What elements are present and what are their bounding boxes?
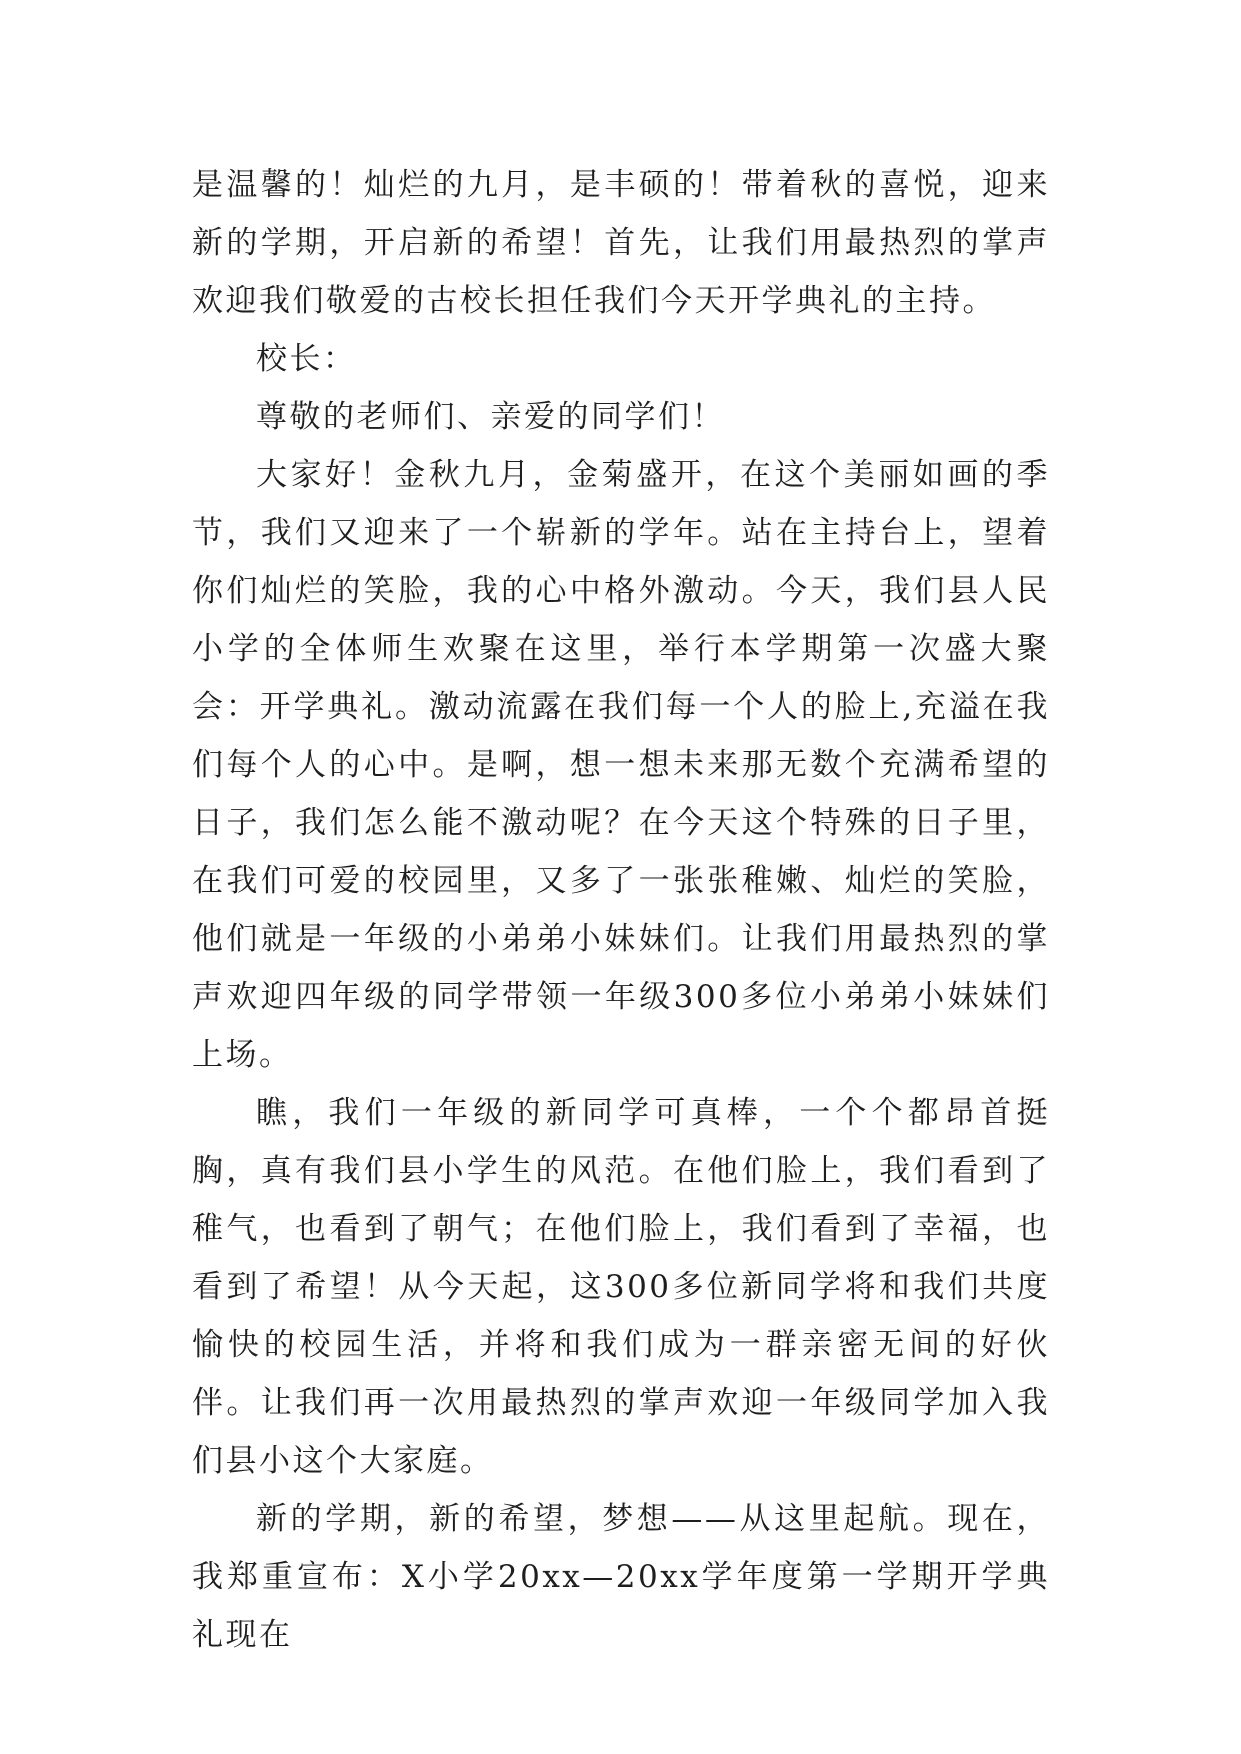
- paragraph: 瞧，我们一年级的新同学可真棒，一个个都昂首挺胸，真有我们县小学生的风范。在他们脸上，我们看到了稚气，也看到了朝气；在他们脸上，我们看到了幸福，也看到了希望！从今天起，这300多位新同学将和我们共度愉快的校园生活，并将和我们成为一群亲密无间的好伙伴。让我们再一次用最热烈的掌声欢迎一年级同学加入我们县小这个大家庭。: [192, 1095, 1050, 1479]
- paragraph: 尊敬的老师们、亲爱的同学们！: [256, 399, 725, 435]
- paragraph: 大家好！金秋九月，金菊盛开，在这个美丽如画的季节，我们又迎来了一个崭新的学年。站在主持台上，望着你们灿烂的笑脸，我的心中格外激动。今天，我们县人民小学的全体师生欢聚在这里，举行本学期第一次盛大聚会：开学典礼。激动流露在我们每一个人的脸上,充溢在我们每个人的心中。是啊，想一想未来那无数个充满希望的日子，我们怎么能不激动呢？在今天这个特殊的日子里，在我们可爱的校园里，又多了一张张稚嫩、灿烂的笑脸，他们就是一年级的小弟弟小妹妹们。让我们用最热烈的掌声欢迎四年级的同学带领一年级300多位小弟弟小妹妹们上场。: [192, 457, 1050, 1073]
- body-text: [192, 156, 1050, 1664]
- paragraph: 是温馨的！灿烂的九月，是丰硕的！带着秋的喜悦，迎来新的学期，开启新的希望！首先，让我们用最热烈的掌声欢迎我们敬爱的古校长担任我们今天开学典礼的主持。: [192, 167, 1050, 319]
- paragraph: 校长：: [256, 341, 357, 377]
- paragraph: 新的学期，新的希望，梦想——从这里起航。现在，我郑重宣布：X小学20xx—20xx学年度第一学期开学典礼现在: [192, 1501, 1050, 1653]
